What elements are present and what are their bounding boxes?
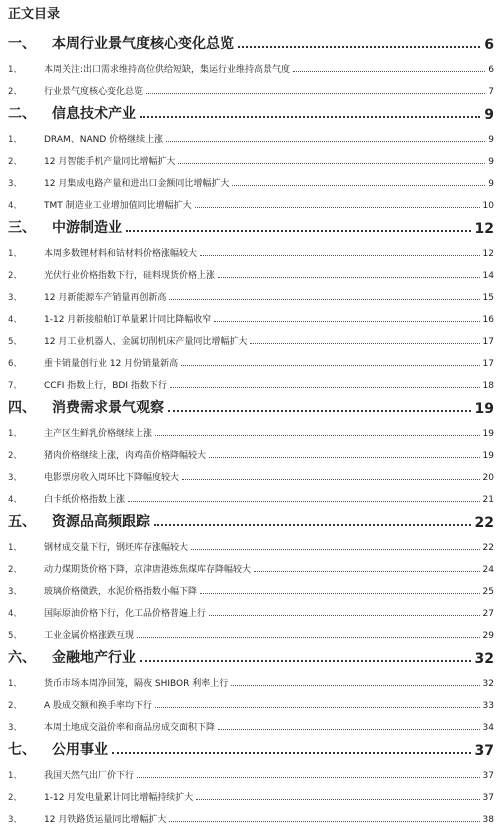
toc-section-6[interactable] [8,643,494,669]
item-page-number: 9 [488,157,494,167]
section-page-number: 19 [474,401,494,417]
toc-item[interactable] [8,533,494,555]
dot-leader [169,299,479,300]
item-title: CCFI 指数上行，BDI 指数下行 [44,381,167,391]
item-title: 1-12 月新接船舶订单量累计同比降幅收窄 [44,315,212,325]
item-title: 12 月铁路货运量同比增幅扩大 [44,815,167,825]
toc-item[interactable] [8,441,494,463]
section-number: 七、 [8,742,36,758]
dot-leader [191,549,480,550]
item-page-number: 19 [482,429,494,439]
section-title: 金融地产行业 [52,650,136,666]
item-number: 1、 [8,429,22,439]
item-number: 3、 [8,723,22,733]
item-page-number: 17 [482,359,494,369]
dot-leader [293,71,485,72]
section-page-number: 12 [474,221,494,237]
item-number: 1、 [8,135,22,145]
toc-section-3[interactable] [8,213,494,239]
dot-leader [140,116,480,118]
toc-item[interactable] [8,349,494,371]
item-page-number: 9 [488,179,494,189]
item-title: 电影票房收入周环比下降幅度较大 [44,473,180,483]
dot-leader [209,615,480,616]
item-title: 12 月集成电路产量和进出口金额同比增幅扩大 [44,179,230,189]
section-number: 二、 [8,106,36,122]
section-title: 资源品高频跟踪 [52,514,150,530]
item-number: 2、 [8,565,22,575]
toc-item[interactable] [8,55,494,77]
dot-leader [218,277,480,278]
item-page-number: 29 [482,631,494,641]
toc-item[interactable] [8,485,494,507]
dot-leader [137,777,480,778]
dot-leader [170,387,480,388]
item-title: 钢材成交量下行，钢坯库存涨幅较大 [44,543,189,553]
item-title: DRAM、NAND 价格继续上涨 [44,135,164,145]
item-title: 光伏行业价格指数下行，硅料现货价格上涨 [44,271,216,281]
item-title: 动力煤期货价格下降，京津唐港炼焦煤库存降幅较大 [44,565,252,575]
dot-leader [154,524,471,526]
item-number: 4、 [8,201,22,211]
section-title: 公用事业 [52,742,108,758]
item-page-number: 32 [482,679,494,689]
dot-leader [137,637,480,638]
toc-item[interactable] [8,463,494,485]
item-title: 12 月工业机器人、金属切削机床产量同比增幅扩大 [44,337,248,347]
toc-item[interactable] [8,783,494,805]
dot-leader [168,410,471,412]
item-page-number: 17 [482,337,494,347]
item-title: 1-12 月发电量累计同比增幅持续扩大 [44,793,194,803]
section-number: 四、 [8,400,36,416]
item-number: 4、 [8,315,22,325]
item-title: 重卡销量创行业 12 月份销量新高 [44,359,179,369]
dot-leader [140,660,471,662]
item-number: 1、 [8,65,22,75]
section-title: 本周行业景气度核心变化总览 [52,36,234,52]
item-page-number: 22 [482,543,494,553]
toc-list [8,29,494,827]
item-title: 本周关注:出口需求维持高位供给短缺，集运行业维持高景气度 [44,65,291,75]
toc-section-5[interactable] [8,507,494,533]
dot-leader [195,207,480,208]
toc-item[interactable] [8,371,494,393]
dot-leader [200,255,480,256]
toc-item[interactable] [8,305,494,327]
toc-section-1[interactable] [8,29,494,55]
toc-item[interactable] [8,599,494,621]
item-page-number: 10 [482,201,494,211]
dot-leader [128,501,480,502]
toc-item[interactable] [8,555,494,577]
item-title: 本周土地成交溢价率和商品房成交面积下降 [44,723,216,733]
section-page-number: 32 [474,651,494,667]
toc-item[interactable] [8,239,494,261]
item-title: 本周多数锂材料和钴材料价格涨幅较大 [44,249,198,259]
item-page-number: 14 [482,271,494,281]
section-title: 中游制造业 [52,220,122,236]
item-number: 2、 [8,451,22,461]
toc-item[interactable] [8,621,494,643]
item-page-number: 12 [482,249,494,259]
dot-leader [181,365,479,366]
toc-item[interactable] [8,419,494,441]
dot-leader [218,729,480,730]
section-page-number: 9 [484,107,494,123]
dot-leader [155,707,480,708]
item-number: 5、 [8,631,22,641]
dot-leader [214,321,479,322]
item-number: 4、 [8,609,22,619]
dot-leader [254,571,480,572]
toc-item[interactable] [8,805,494,827]
item-number: 2、 [8,271,22,281]
item-title: 白卡纸价格指数上涨 [44,495,126,505]
item-page-number: 7 [488,87,494,97]
toc-item[interactable] [8,283,494,305]
item-page-number: 37 [482,793,494,803]
item-number: 1、 [8,249,22,259]
toc-item[interactable] [8,191,494,213]
toc-item[interactable] [8,77,494,99]
dot-leader [250,343,479,344]
item-number: 3、 [8,587,22,597]
item-page-number: 9 [488,135,494,145]
item-page-number: 27 [482,609,494,619]
dot-leader [182,479,480,480]
item-number: 3、 [8,815,22,825]
dot-leader [155,435,480,436]
item-number: 5、 [8,337,22,347]
item-number: 1、 [8,771,22,781]
section-number: 三、 [8,220,36,236]
toc-item[interactable] [8,125,494,147]
item-number: 3、 [8,473,22,483]
item-number: 6、 [8,359,22,369]
section-number: 一、 [8,36,36,52]
dot-leader [178,163,485,164]
item-title: 货币市场本周净回笼，隔夜 SHIBOR 利率上行 [44,679,229,689]
item-title: 12 月智能手机产量同比增幅扩大 [44,157,176,167]
item-page-number: 34 [482,723,494,733]
item-title: TMT 制造业工业增加值同比增幅扩大 [44,201,192,211]
section-page-number: 37 [474,743,494,759]
section-title: 信息技术产业 [52,106,136,122]
dot-leader [209,457,480,458]
item-page-number: 25 [482,587,494,597]
toc-item[interactable] [8,669,494,691]
item-number: 3、 [8,293,22,303]
item-page-number: 33 [482,701,494,711]
item-page-number: 20 [482,473,494,483]
item-title: 国际原油价格下行，化工品价格普遍上行 [44,609,207,619]
section-title: 消费需求景气观察 [52,400,164,416]
toc-item[interactable] [8,691,494,713]
dot-leader [196,799,479,800]
item-number: 7、 [8,381,22,391]
item-page-number: 21 [482,495,494,505]
toc-item[interactable] [8,147,494,169]
item-page-number: 15 [482,293,494,303]
section-number: 六、 [8,650,36,666]
dot-leader [232,185,485,186]
dot-leader [200,593,480,594]
item-title: A 股成交额和换手率均下行 [44,701,153,711]
section-page-number: 6 [484,37,494,53]
item-title: 工业金属价格涨跌互现 [44,631,135,641]
item-number: 1、 [8,543,22,553]
dot-leader [112,752,471,754]
section-number: 五、 [8,514,36,530]
item-title: 12 月新能源车产销量再创新高 [44,293,167,303]
dot-leader [238,46,480,48]
toc-item[interactable] [8,577,494,599]
toc-title: 正文目录 [8,7,61,22]
item-number: 4、 [8,495,22,505]
toc-item[interactable] [8,169,494,191]
dot-leader [169,821,479,822]
dot-leader [166,141,485,142]
section-page-number: 22 [474,515,494,531]
item-title: 猪肉价格继续上涨，肉鸡苗价格降幅较大 [44,451,207,461]
item-page-number: 19 [482,451,494,461]
toc-section-4[interactable] [8,393,494,419]
toc-item[interactable] [8,261,494,283]
item-title: 我国天然气出厂价下行 [44,771,135,781]
item-title: 玻璃价格微跌，水泥价格指数小幅下降 [44,587,198,597]
toc-item[interactable] [8,713,494,735]
item-page-number: 6 [488,65,494,75]
item-title: 行业景气度核心变化总览 [44,87,144,97]
toc-section-2[interactable] [8,99,494,125]
toc-section-7[interactable] [8,735,494,761]
item-page-number: 16 [482,315,494,325]
item-number: 2、 [8,87,22,97]
item-number: 3、 [8,179,22,189]
item-page-number: 37 [482,771,494,781]
item-number: 2、 [8,793,22,803]
dot-leader [146,93,485,94]
toc-item[interactable] [8,327,494,349]
item-page-number: 24 [482,565,494,575]
item-page-number: 38 [482,815,494,825]
toc-item[interactable] [8,761,494,783]
item-page-number: 18 [482,381,494,391]
item-title: 主产区生鲜乳价格继续上涨 [44,429,153,439]
item-number: 1、 [8,679,22,689]
item-number: 2、 [8,157,22,167]
item-number: 2、 [8,701,22,711]
dot-leader [126,230,471,232]
dot-leader [231,685,479,686]
